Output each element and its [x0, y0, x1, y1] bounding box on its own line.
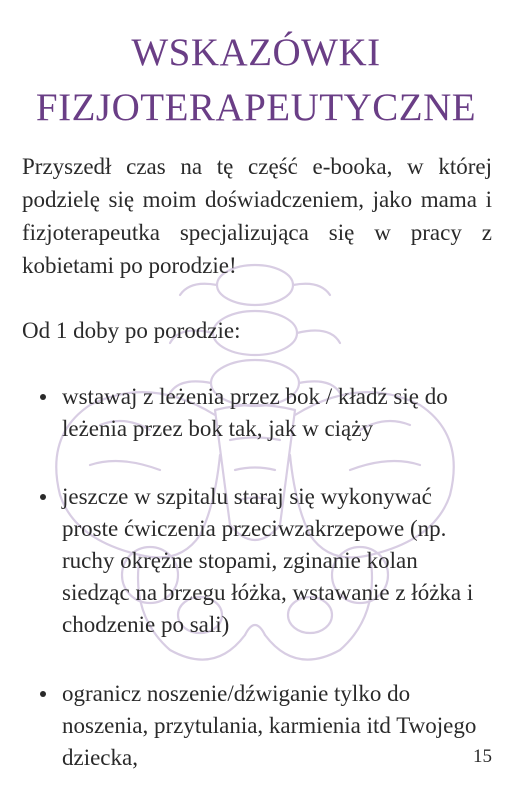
subheading: Od 1 doby po porodzie: [22, 318, 241, 343]
intro-paragraph: Przyszedł czas na tę część e-booka, w której podzielę się moim doświadczeniem, jako mama i fizjoterapeutka specjalizująca się w pracy z kobietami po porodzie! [22, 154, 492, 278]
list-item-text: wstawaj z leżenia przez bok / kładź się do leżenia przez bok tak, jak w ciąży [62, 384, 448, 441]
list-item [62, 678, 482, 774]
page-title-line-1: WSKAZÓWKI [131, 31, 381, 74]
list-item [62, 481, 482, 641]
page-title-line-2: FIZJOTERAPEUTYCZNE [35, 86, 477, 129]
page-number: 15 [473, 746, 492, 767]
bullet-dot-icon [40, 394, 46, 400]
list-item [62, 381, 482, 445]
bullet-dot-icon [40, 691, 46, 697]
list-item-text: ogranicz noszenie/dźwiganie tylko do noszenia, przytulania, karmienia itd Twojego dziecka, [62, 681, 477, 770]
list-item-text: jeszcze w szpitalu staraj się wykonywać proste ćwiczenia przeciwzakrzepowe (np. ruchy okrężne stopami, zginanie kolan siedząc na brzegu łóżka, wstawanie z łóżka i chodzenie po sali) [62, 484, 474, 637]
bullet-dot-icon [40, 494, 46, 500]
